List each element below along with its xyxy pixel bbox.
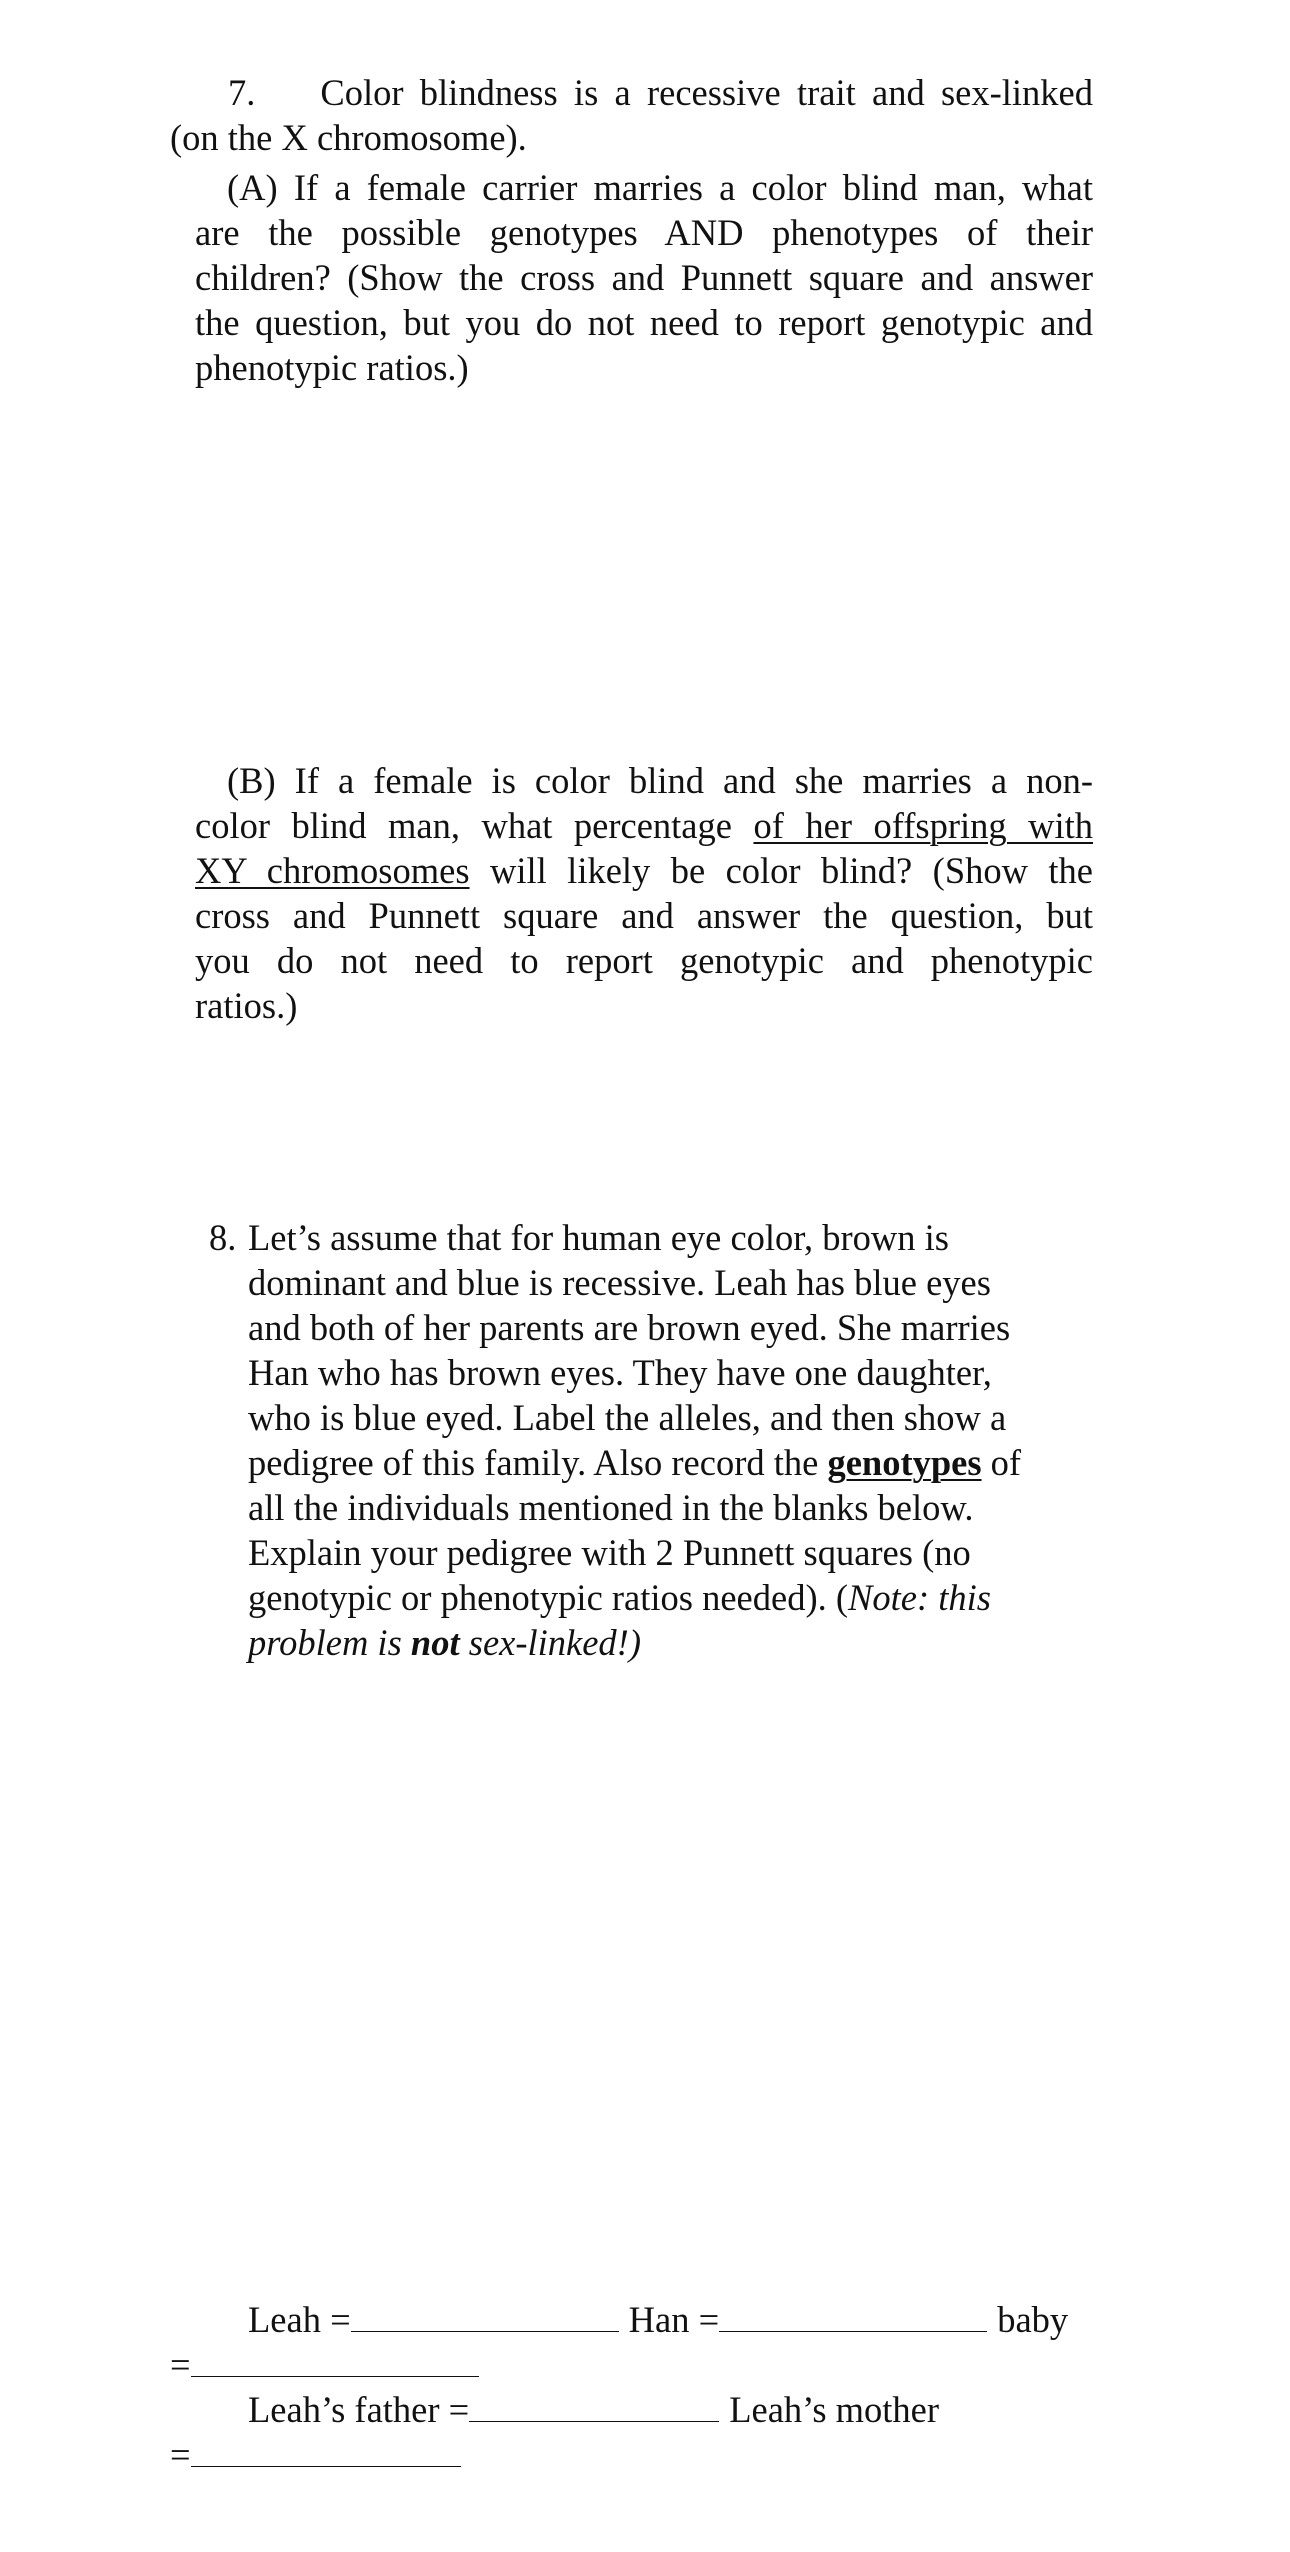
q7b-line-2: color blind man, what percentage of her offspring with [195, 805, 1093, 846]
baby-label: baby [997, 2299, 1069, 2340]
q7a-line-3: children? (Show the cross and Punnett square and answer [195, 257, 1093, 298]
q7-intro [170, 70, 1093, 160]
bold-word: not [410, 1622, 460, 1663]
leah-mother-label: Leah’s mother [729, 2389, 940, 2430]
q8-line-9: genotypic or phenotypic ratios needed). (Note: this [248, 1577, 991, 1618]
leah-father-label: Leah’s father = [248, 2389, 470, 2430]
bold-underlined-word: genotypes [827, 1442, 982, 1483]
equals-sign: = [170, 2344, 191, 2385]
han-label: Han = [628, 2299, 720, 2340]
q7a-line-4: the question, but you do not need to report genotypic and [195, 302, 1093, 343]
q8-body [248, 1215, 1098, 1665]
han-genotype-blank[interactable] [719, 2293, 987, 2332]
q8-line-3: and both of her parents are brown eyed. She marries [248, 1307, 1011, 1348]
q7a-line-5: phenotypic ratios.) [195, 347, 469, 388]
underlined-phrase: of her offspring with [753, 805, 1093, 846]
q7b-line-3: XY chromosomes will likely be color blind? (Show the [195, 850, 1093, 891]
leah-father-genotype-blank[interactable] [469, 2383, 719, 2422]
leah-mother-genotype-blank[interactable] [191, 2428, 461, 2467]
q7-part-b [195, 758, 1093, 1028]
q8-number: 8. [209, 1217, 237, 1258]
q7b-line-5: you do not need to report genotypic and phenotypic [195, 940, 1093, 981]
leah-label: Leah = [248, 2299, 351, 2340]
q8-line-10: problem is not sex-linked!) [248, 1622, 641, 1663]
q8-line-8: Explain your pedigree with 2 Punnett squares (no [248, 1532, 971, 1573]
baby-genotype-blank[interactable] [191, 2338, 479, 2377]
q7-intro-line-2: (on the X chromosome). [170, 117, 527, 158]
q8-line-7: all the individuals mentioned in the blanks below. [248, 1487, 974, 1528]
q7b-line-4: cross and Punnett square and answer the question, but [195, 895, 1093, 936]
q8-line-4: Han who has brown eyes. They have one daughter, [248, 1352, 992, 1393]
q7-part-a [195, 165, 1093, 390]
equals-sign: = [170, 2434, 191, 2475]
q7b-line-1: (B) If a female is color blind and she marries a non- [227, 760, 1093, 801]
answer-row-2-wrap [170, 2428, 461, 2477]
q7a-line-1: (A) If a female carrier marries a color blind man, what [227, 167, 1093, 208]
q7-intro-line-1: 7. Color blindness is a recessive trait and sex-linked [228, 72, 1094, 113]
answer-row-1-wrap [170, 2338, 479, 2387]
underlined-phrase: XY chromosomes [195, 850, 470, 891]
q7a-line-2: are the possible genotypes AND phenotypes of their [195, 212, 1093, 253]
q7b-line-6: ratios.) [195, 985, 298, 1026]
q8-line-2: dominant and blue is recessive. Leah has blue eyes [248, 1262, 991, 1303]
answer-row-1 [248, 2293, 1098, 2342]
answer-row-2 [248, 2383, 1098, 2432]
q8-line-1: Let’s assume that for human eye color, brown is [248, 1217, 949, 1258]
leah-genotype-blank[interactable] [351, 2293, 619, 2332]
q8-line-6: pedigree of this family. Also record the genotypes of [248, 1442, 1022, 1483]
q7-number: 7. [228, 72, 256, 113]
q8-line-5: who is blue eyed. Label the alleles, and then show a [248, 1397, 1007, 1438]
